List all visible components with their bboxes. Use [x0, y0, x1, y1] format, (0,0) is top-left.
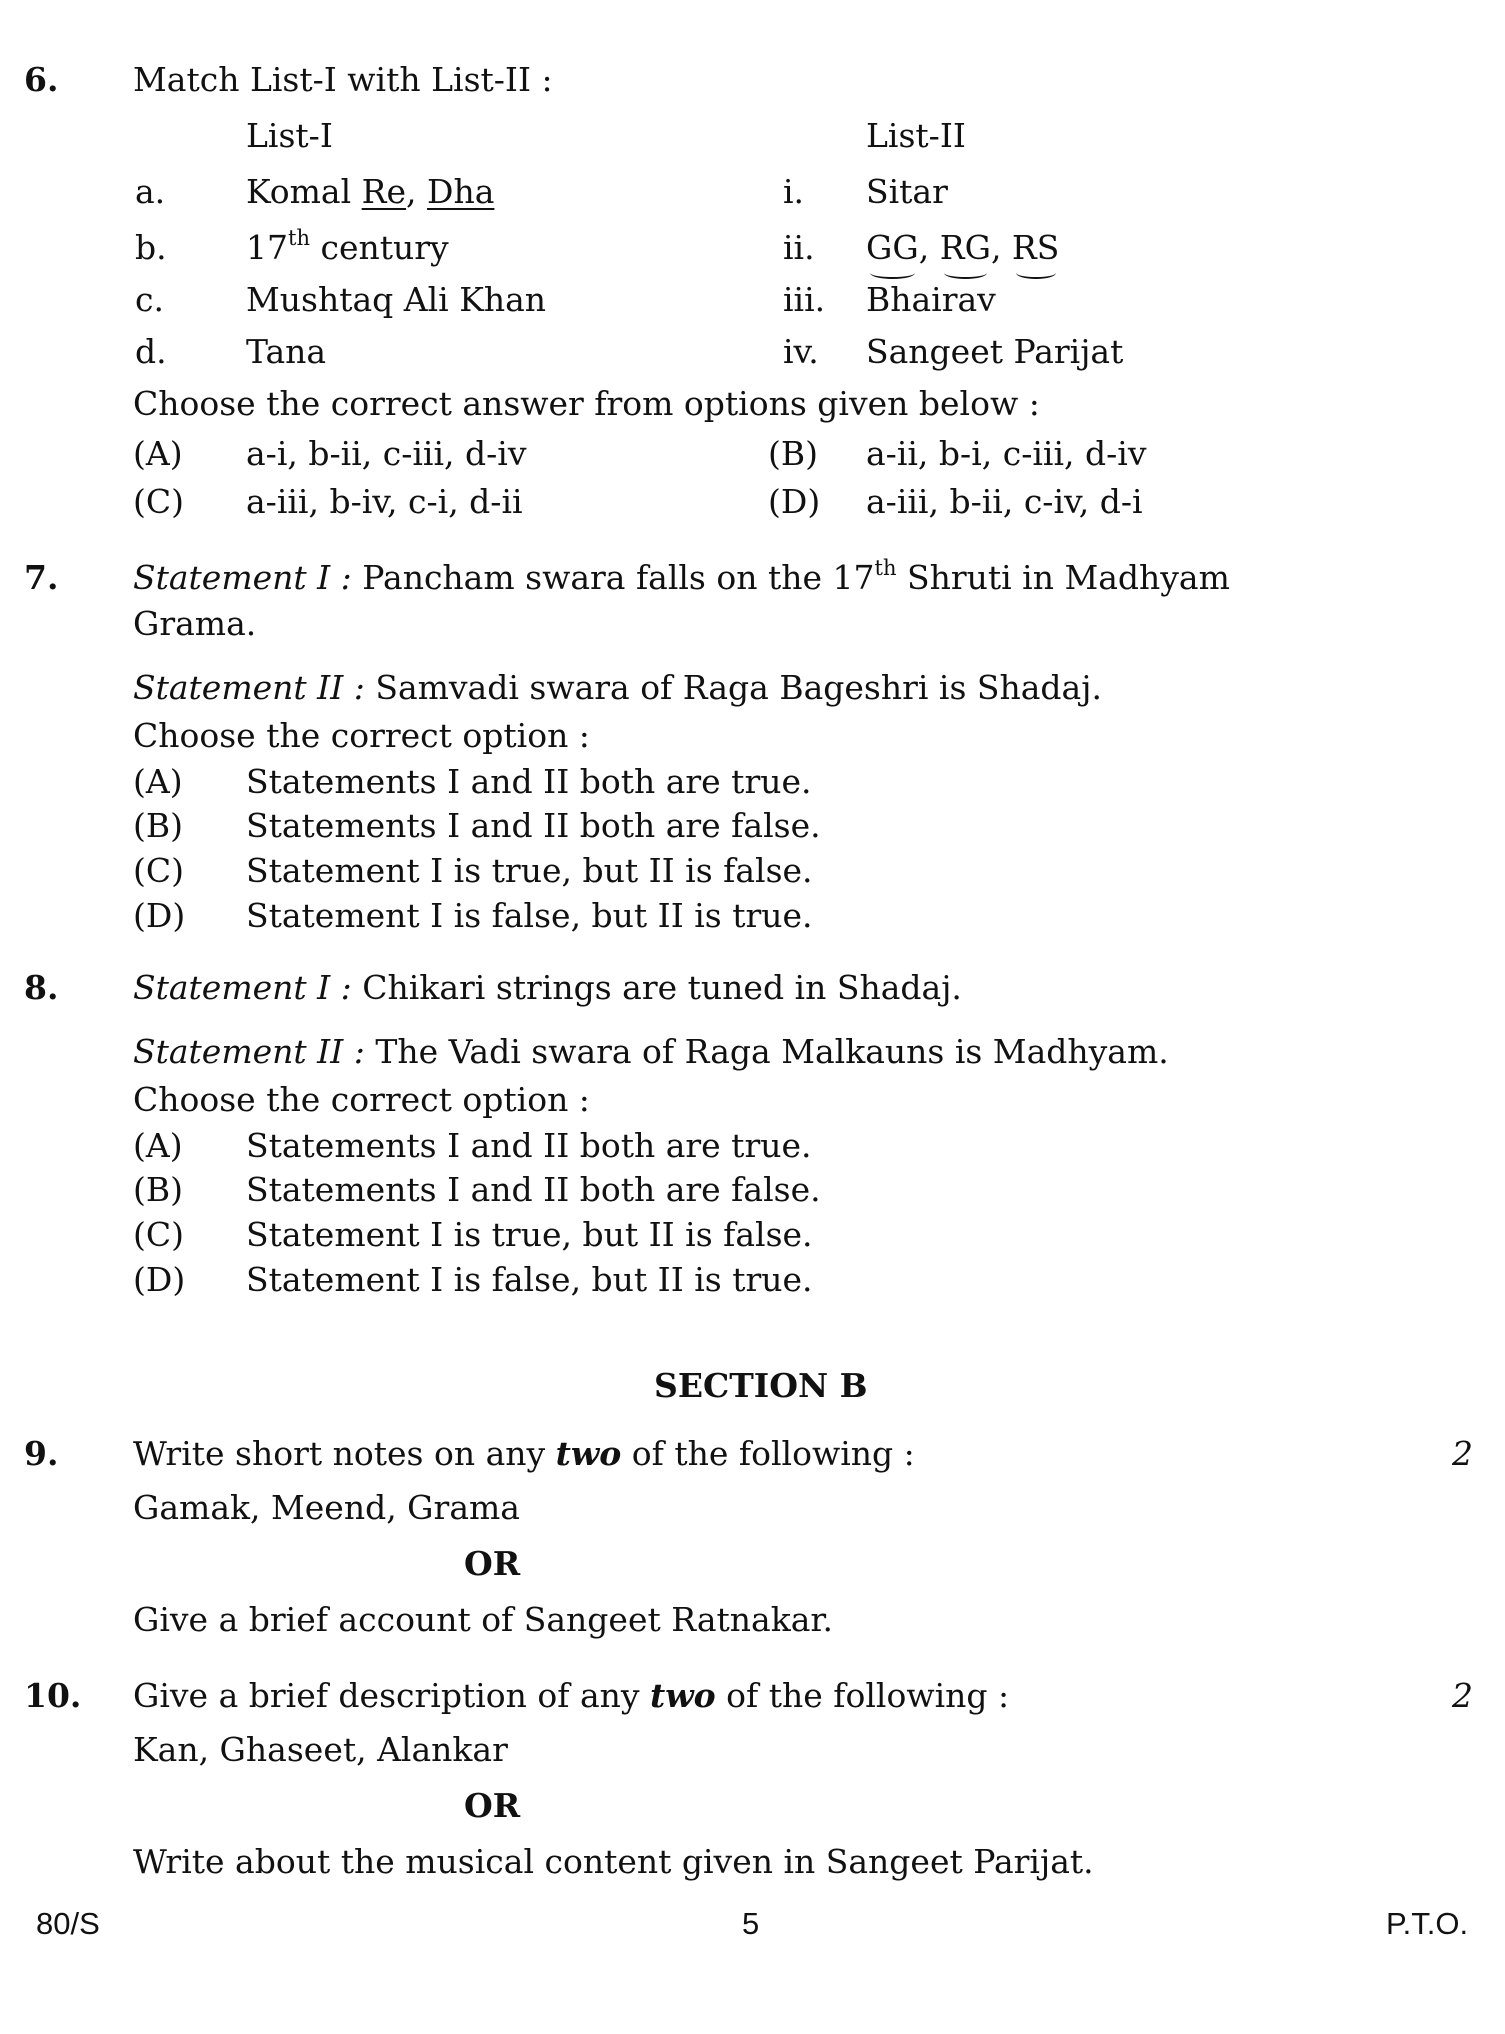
text: Samvadi swara of Raga Bageshri is Shadaj.: [364, 668, 1102, 707]
swara-pair: GG: [866, 228, 919, 267]
emphasis: two: [555, 1434, 622, 1473]
separator: ,: [918, 228, 940, 267]
question-prompt: Match List-I with List-II :: [133, 60, 553, 99]
option-text: Statement I is true, but II is false.: [246, 1215, 813, 1254]
statement-1: [133, 558, 1230, 597]
list1-item: [246, 172, 494, 211]
statement-label: Statement I :: [133, 968, 352, 1007]
text: of the following :: [621, 1434, 915, 1473]
option-text: a-iii, b-ii, c-iv, d-i: [866, 482, 1143, 521]
text: of the following :: [715, 1676, 1010, 1715]
instruction: Choose the correct option :: [133, 716, 590, 755]
text: Pancham swara falls on the 17: [351, 558, 875, 597]
option-label: (D): [133, 1260, 186, 1299]
marks: 2: [1452, 1676, 1473, 1715]
option-text: Statements I and II both are true.: [246, 762, 812, 801]
question-number: 10.: [24, 1676, 82, 1715]
list1-label: b.: [135, 228, 167, 267]
option-text: a-ii, b-i, c-iii, d-iv: [866, 434, 1147, 473]
option-text: a-i, b-ii, c-iii, d-iv: [246, 434, 527, 473]
paper-code: 80/S: [36, 1906, 100, 1941]
option-label: (C): [133, 1215, 184, 1254]
superscript: th: [288, 226, 310, 250]
option-label: (A): [133, 434, 183, 473]
text: Shruti in Madhyam: [896, 558, 1230, 597]
instruction: Choose the correct option :: [133, 1080, 590, 1119]
statement-label: Statement II :: [133, 1032, 365, 1071]
section-heading: SECTION B: [654, 1366, 868, 1405]
list2-label: iii.: [783, 280, 826, 319]
option-label: (B): [768, 434, 818, 473]
list1-header: List-I: [246, 116, 333, 155]
text: Give a brief description of any: [133, 1676, 651, 1715]
list1-item: [246, 228, 449, 267]
list2-label: i.: [783, 172, 805, 211]
komal-swara: Re: [361, 172, 407, 211]
option-text: Statements I and II both are true.: [246, 1126, 812, 1165]
option-label: (B): [133, 806, 183, 845]
question-prompt: [133, 1676, 1009, 1715]
question-items: Kan, Ghaseet, Alankar: [133, 1730, 508, 1769]
option-text: Statements I and II both are false.: [246, 806, 821, 845]
option-label: (A): [133, 1126, 183, 1165]
list2-item: Sangeet Parijat: [866, 332, 1124, 371]
option-label: (A): [133, 762, 183, 801]
option-text: Statement I is false, but II is true.: [246, 896, 813, 935]
option-label: (B): [133, 1170, 183, 1209]
question-number: 9.: [24, 1434, 59, 1473]
please-turn-over: P.T.O.: [1386, 1906, 1469, 1941]
instruction: Choose the correct answer from options given below :: [133, 384, 1040, 423]
list2-label: ii.: [783, 228, 815, 267]
option-label: (C): [133, 482, 184, 521]
statement-label: Statement II :: [133, 668, 365, 707]
option-text: Statement I is false, but II is true.: [246, 1260, 813, 1299]
text: century: [309, 228, 449, 267]
swara-pair: RS: [1011, 228, 1060, 267]
list2-item: Bhairav: [866, 280, 996, 319]
separator: ,: [990, 228, 1012, 267]
text: Komal: [246, 172, 362, 211]
statement-2: [133, 1032, 1169, 1071]
text: 17: [246, 228, 288, 267]
list2-header: List-II: [866, 116, 966, 155]
text: Write short notes on any: [133, 1434, 556, 1473]
option-label: (D): [768, 482, 821, 521]
list1-item: Mushtaq Ali Khan: [246, 280, 547, 319]
list1-label: d.: [135, 332, 167, 371]
option-label: (C): [133, 851, 184, 890]
question-items: Gamak, Meend, Grama: [133, 1488, 520, 1527]
question-number: 6.: [24, 60, 59, 99]
or-divider: OR: [464, 1544, 521, 1583]
statement-2: [133, 668, 1102, 707]
alternative-question: Give a brief account of Sangeet Ratnakar.: [133, 1600, 834, 1639]
statement-1-cont: Grama.: [133, 604, 257, 643]
alternative-question: Write about the musical content given in Sangeet Parijat.: [133, 1842, 1094, 1881]
text: Chikari strings are tuned in Shadaj.: [351, 968, 962, 1007]
list1-label: c.: [135, 280, 164, 319]
emphasis: two: [650, 1676, 716, 1715]
list1-item: Tana: [246, 332, 327, 371]
question-prompt: [133, 1434, 915, 1473]
question-number: 8.: [24, 968, 59, 1007]
list1-label: a.: [135, 172, 166, 211]
superscript: th: [874, 556, 897, 580]
or-divider: OR: [464, 1786, 521, 1825]
question-number: 7.: [24, 558, 59, 597]
option-text: a-iii, b-iv, c-i, d-ii: [246, 482, 523, 521]
list2-item: Sitar: [866, 172, 948, 211]
statement-label: Statement I :: [133, 558, 352, 597]
komal-swara: Dha: [427, 172, 495, 211]
list2-item: [866, 228, 1059, 267]
list2-label: iv.: [783, 332, 819, 371]
statement-1: [133, 968, 962, 1007]
swara-pair: RG: [939, 228, 991, 267]
text: ,: [406, 172, 428, 211]
option-text: Statements I and II both are false.: [246, 1170, 821, 1209]
option-text: Statement I is true, but II is false.: [246, 851, 813, 890]
option-label: (D): [133, 896, 186, 935]
text: The Vadi swara of Raga Malkauns is Madhyam.: [364, 1032, 1169, 1071]
marks: 2: [1452, 1434, 1473, 1473]
page-number: 5: [742, 1906, 760, 1941]
